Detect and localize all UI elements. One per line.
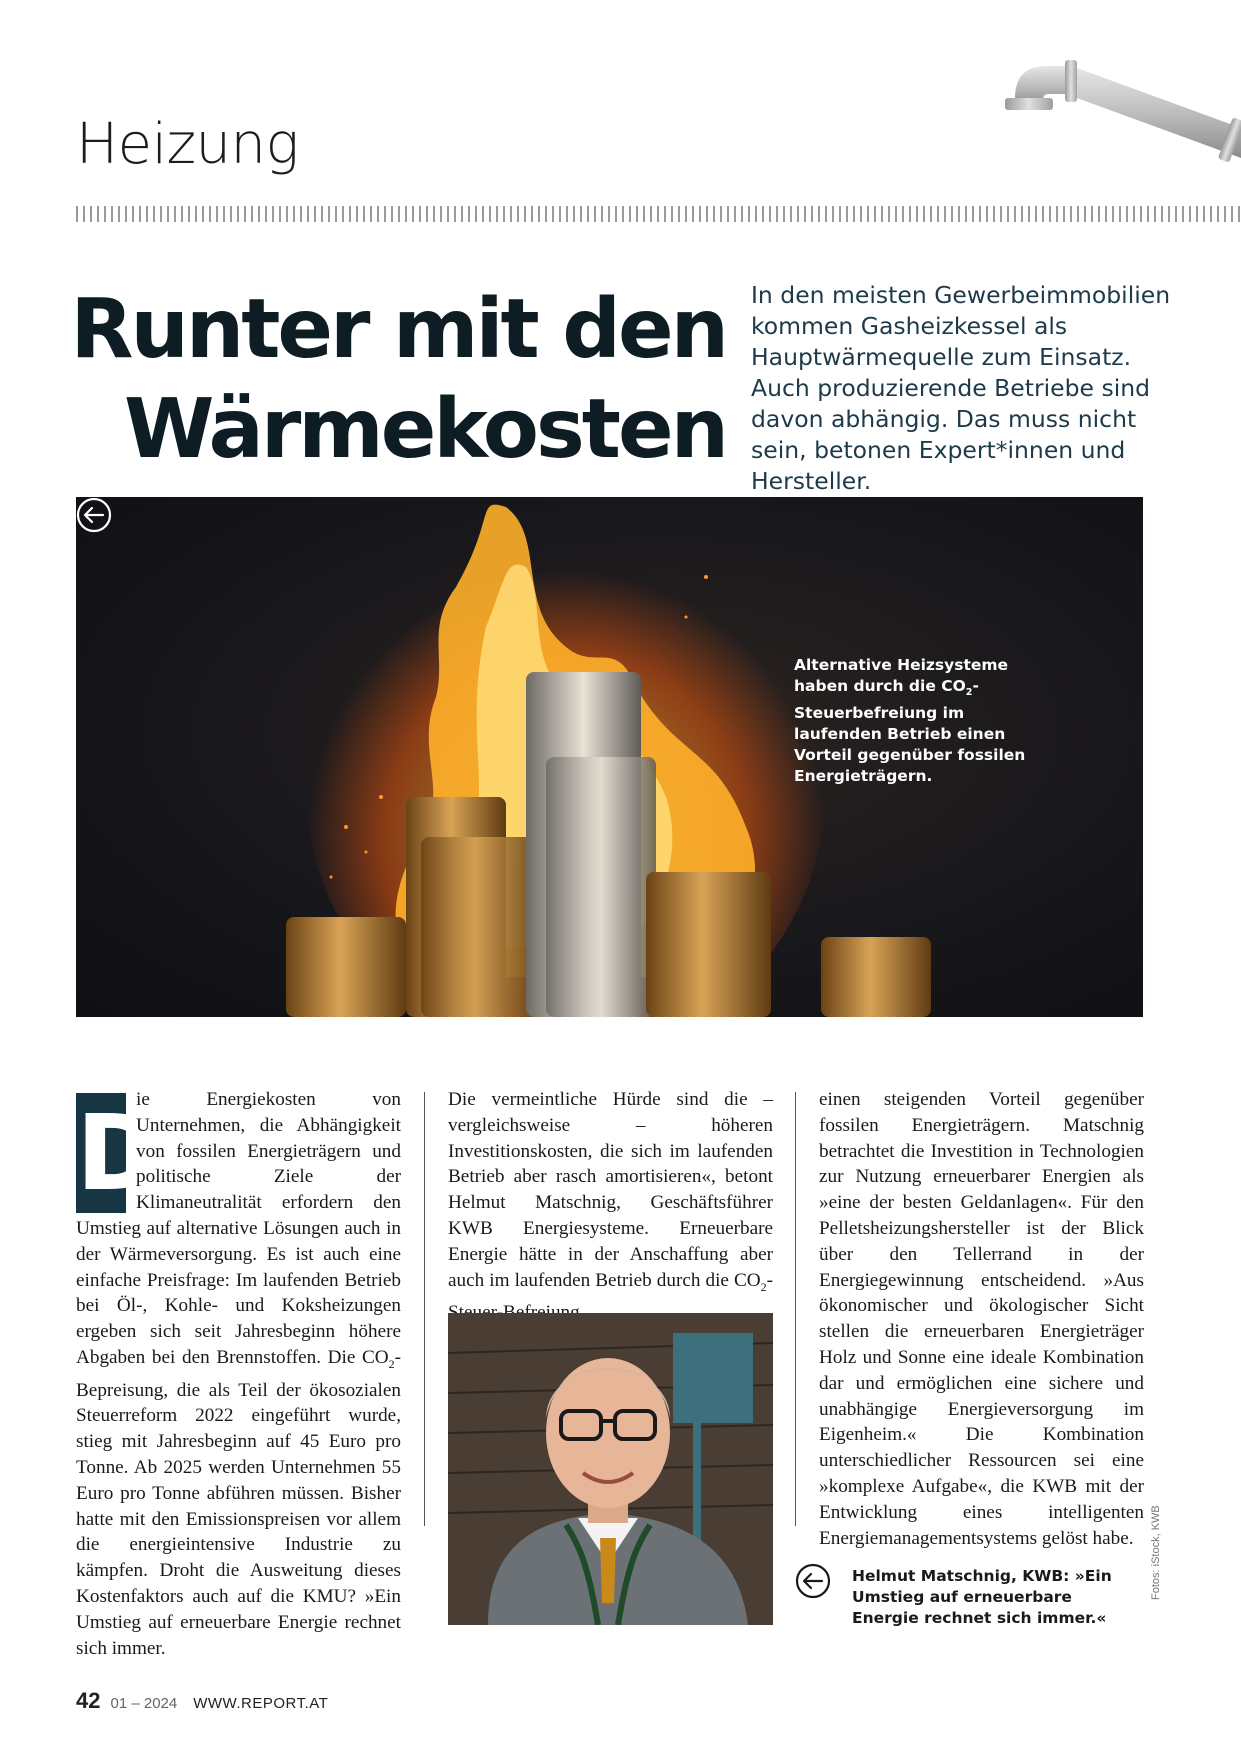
headline xyxy=(66,280,726,480)
column-1-sub: 2 xyxy=(388,1356,395,1371)
drop-cap: D xyxy=(76,1092,163,1214)
column-2-sub: 2 xyxy=(760,1279,767,1294)
hero-caption xyxy=(794,655,1054,787)
body-column-2 xyxy=(448,1087,773,1326)
portrait-caption: Helmut Matschnig, KWB: »Ein Umstieg auf erneuerbare Energie rechnet sich immer.« xyxy=(852,1567,1112,1627)
body-column-1 xyxy=(76,1087,401,1661)
page-number: 42 xyxy=(76,1688,101,1713)
column-divider xyxy=(795,1092,796,1526)
portrait-illustration xyxy=(448,1313,773,1625)
page-footer xyxy=(76,1688,328,1714)
column-1-text-b: -Bepreisung, die als Teil der ökosozialen Steuerreform 2022 eingeführt wurde, stieg mit Jahresbeginn auf 45 Euro pro Tonne. Ab 2025 werden Unternehmen 55 Euro pro Tonne abführen müssen. Bisher hatte mit den Emissionspreisen vor allem die energieintensive Industrie zu kämpfen. Droht die Ausweitung dieses Kostenfaktors auch auf die KMU? »Ein Umstieg auf erneuerbare Energie rechnet sich immer. xyxy=(76,1346,401,1659)
body-column-3 xyxy=(819,1087,1144,1551)
headline-line-2: Wärmekosten xyxy=(123,382,726,477)
column-2-text-b: - xyxy=(766,1269,773,1291)
hero-caption-b: -Steuerbefreiung im laufenden Betrieb einen Vorteil gegenüber fossilen Energieträgern. xyxy=(794,677,1026,786)
hero-image xyxy=(76,497,1143,1017)
column-3-text: einen steigenden Vorteil gegenüber fossilen Energieträgern. Matschnig betrachtet die Investition in Technologien zur Nutzung erneuerbarer Energien als »eine der besten Geldanlagen«. Für den Pelletsheizungshersteller ist der Blick über den Tellerrand in der Energiegewinnung entscheidend. »Aus ökonomischer und ökologischer Sicht stellen die erneuerbaren Energieträger Holz und Sonne eine ideale Kombination dar und ermöglichen eine sichere und unabhängige Energieversorgung im Eigenheim.« Die Kombination unterschiedlicher Ressourcen sei eine »komplexe Aufgabe«, die KWB mit der Entwicklung eines intelligenten Energiemanagementsystems gelöst habe. xyxy=(819,1089,1144,1549)
pipe-illustration xyxy=(985,58,1241,178)
decorative-ruler xyxy=(76,206,1241,222)
hero-caption-sub: 2 xyxy=(965,687,973,699)
arrow-left-circle-icon xyxy=(795,1563,831,1599)
column-2-text-a: Die vermeintliche Hürde sind die – vergleichsweise – höheren Investitionskosten, die sich im laufenden Betrieb aber rasch amortisieren«, betont Helmut Matschnig, Geschäftsführer KWB Energiesysteme. Erneuerbare Energie hätte in der Anschaffung aber auch im laufenden Betrieb durch die CO xyxy=(448,1089,773,1291)
arrow-left-circle-icon xyxy=(76,497,112,533)
photo-credit: Fotos: iStock, KWB xyxy=(1150,1505,1162,1600)
column-1-text-a: ie Energiekosten von Unternehmen, die Abhängigkeit von fossilen Energieträgern und politische Ziele der Klimaneutralität erfordern den Umstieg auf alternative Lösungen auch in der Wärmeversorgung. Es ist auch eine einfache Preisfrage: Im laufenden Betrieb bei Öl-, Kohle- und Koksheizungen ergeben sich seit Jahresbeginn höhere Abgaben bei den Brennstoffen. Die CO xyxy=(76,1089,401,1368)
hero-caption-a: Alternative Heizsysteme haben durch die CO xyxy=(794,656,1009,695)
headline-line-1: Runter mit den xyxy=(70,282,726,377)
website-link[interactable]: WWW.REPORT.AT xyxy=(193,1695,329,1712)
lead-paragraph: In den meisten Gewerbeimmobilien kommen Gasheizkessel als Hauptwärmequelle zum Einsatz. Auch produzierende Betriebe sind davon abhängig. Das muss nicht sein, betonen Expert*innen und Hersteller. xyxy=(751,281,1171,495)
section-title: Heizung xyxy=(76,112,299,177)
issue-label: 01 – 2024 xyxy=(110,1695,178,1712)
portrait-photo xyxy=(448,1313,773,1625)
column-divider xyxy=(424,1092,425,1526)
